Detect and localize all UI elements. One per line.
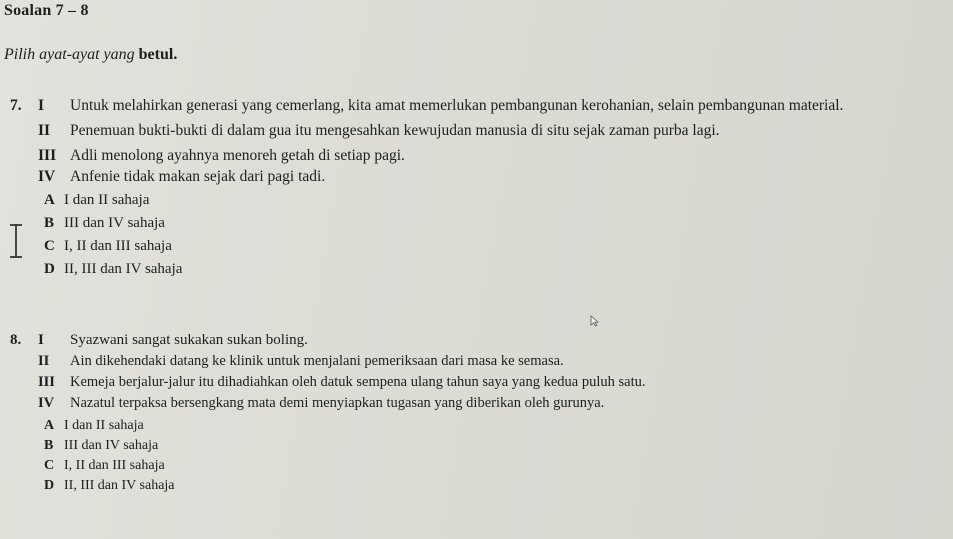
q7-option-c-text: I, II dan III sahaja	[64, 238, 172, 254]
q7-option-c-letter: C	[44, 238, 55, 254]
q7-roman-1: I	[38, 97, 45, 114]
q7-options	[10, 189, 933, 281]
q7-text-1: Untuk melahirkan generasi yang cemerlang, kita amat memerlukan pembangunan kerohanian, selain pembangunan material.	[70, 97, 844, 114]
q8-option-d-letter: D	[44, 478, 55, 493]
q8-option-a-letter: A	[44, 418, 55, 433]
mouse-pointer-icon	[590, 315, 599, 327]
q7-text-2: Penemuan bukti-bukti di dalam gua itu mengesahkan kewujudan manusia di situ sejak zaman purba lagi.	[70, 122, 720, 139]
q7-option-d-text: II, III dan IV sahaja	[64, 261, 183, 277]
q7-option-a-text: I dan II sahaja	[64, 192, 150, 208]
q8-text-2: Ain dikehendaki datang ke klinik untuk menjalani pemeriksaan dari masa ke semasa.	[70, 353, 564, 369]
question-7	[10, 96, 933, 281]
q7-statement-4	[10, 167, 933, 186]
q8-number: 8.	[10, 332, 22, 348]
q8-options	[10, 416, 933, 496]
q8-option-b-letter: B	[44, 438, 54, 453]
q8-option-a-text: I dan II sahaja	[64, 418, 144, 433]
q8-roman-2: II	[38, 353, 50, 369]
q7-option-b[interactable]	[44, 212, 933, 235]
q7-roman-2: II	[38, 122, 51, 139]
q8-option-d-text: II, III dan IV sahaja	[64, 478, 175, 493]
q8-option-d[interactable]	[44, 476, 933, 496]
q7-option-a-letter: A	[44, 192, 55, 208]
instruction	[4, 46, 177, 64]
q8-roman-3: III	[38, 374, 55, 390]
q7-statement-3	[10, 146, 933, 165]
q7-roman-3: III	[38, 147, 57, 164]
q7-option-d[interactable]	[44, 258, 933, 281]
q7-number: 7.	[10, 97, 22, 114]
text-cursor-icon	[9, 224, 23, 258]
q8-option-b-text: III dan IV sahaja	[64, 438, 159, 453]
q8-roman-1: I	[38, 332, 44, 348]
q8-roman-4: IV	[38, 395, 55, 411]
q7-text-4: Anfenie tidak makan sejak dari pagi tadi.	[70, 168, 326, 185]
q7-roman-4: IV	[38, 168, 56, 185]
q8-option-b[interactable]	[44, 436, 933, 456]
q8-statement-3	[10, 373, 933, 392]
q8-option-c-text: I, II dan III sahaja	[64, 458, 165, 473]
q7-statement-1	[10, 96, 933, 115]
q8-text-3: Kemeja berjalur-jalur itu dihadiahkan oleh datuk sempena ulang tahun saya yang kedua puluh satu.	[70, 374, 646, 390]
q8-text-4: Nazatul terpaksa bersengkang mata demi menyiapkan tugasan yang diberikan oleh gurunya.	[70, 395, 605, 411]
q8-option-c-letter: C	[44, 458, 55, 473]
q7-option-d-letter: D	[44, 261, 55, 277]
q8-option-c[interactable]	[44, 456, 933, 476]
instruction-bold: betul.	[138, 46, 178, 63]
q8-statement-2	[10, 352, 933, 371]
q8-statement-1	[10, 331, 933, 350]
q7-statement-2	[10, 121, 933, 140]
q7-option-a[interactable]	[44, 189, 933, 212]
q8-option-a[interactable]	[44, 416, 933, 436]
q8-statement-4	[10, 394, 933, 413]
q7-text-3: Adli menolong ayahnya menoreh getah di setiap pagi.	[70, 147, 405, 164]
q8-text-1: Syazwani sangat sukakan sukan boling.	[70, 332, 308, 348]
section-title: Soalan 7 – 8	[4, 2, 89, 19]
question-8	[10, 331, 933, 496]
q7-option-b-letter: B	[44, 215, 55, 231]
q7-option-c[interactable]	[44, 235, 933, 258]
q7-option-b-text: III dan IV sahaja	[64, 215, 165, 231]
instruction-italic: Pilih ayat-ayat yang	[4, 46, 135, 63]
